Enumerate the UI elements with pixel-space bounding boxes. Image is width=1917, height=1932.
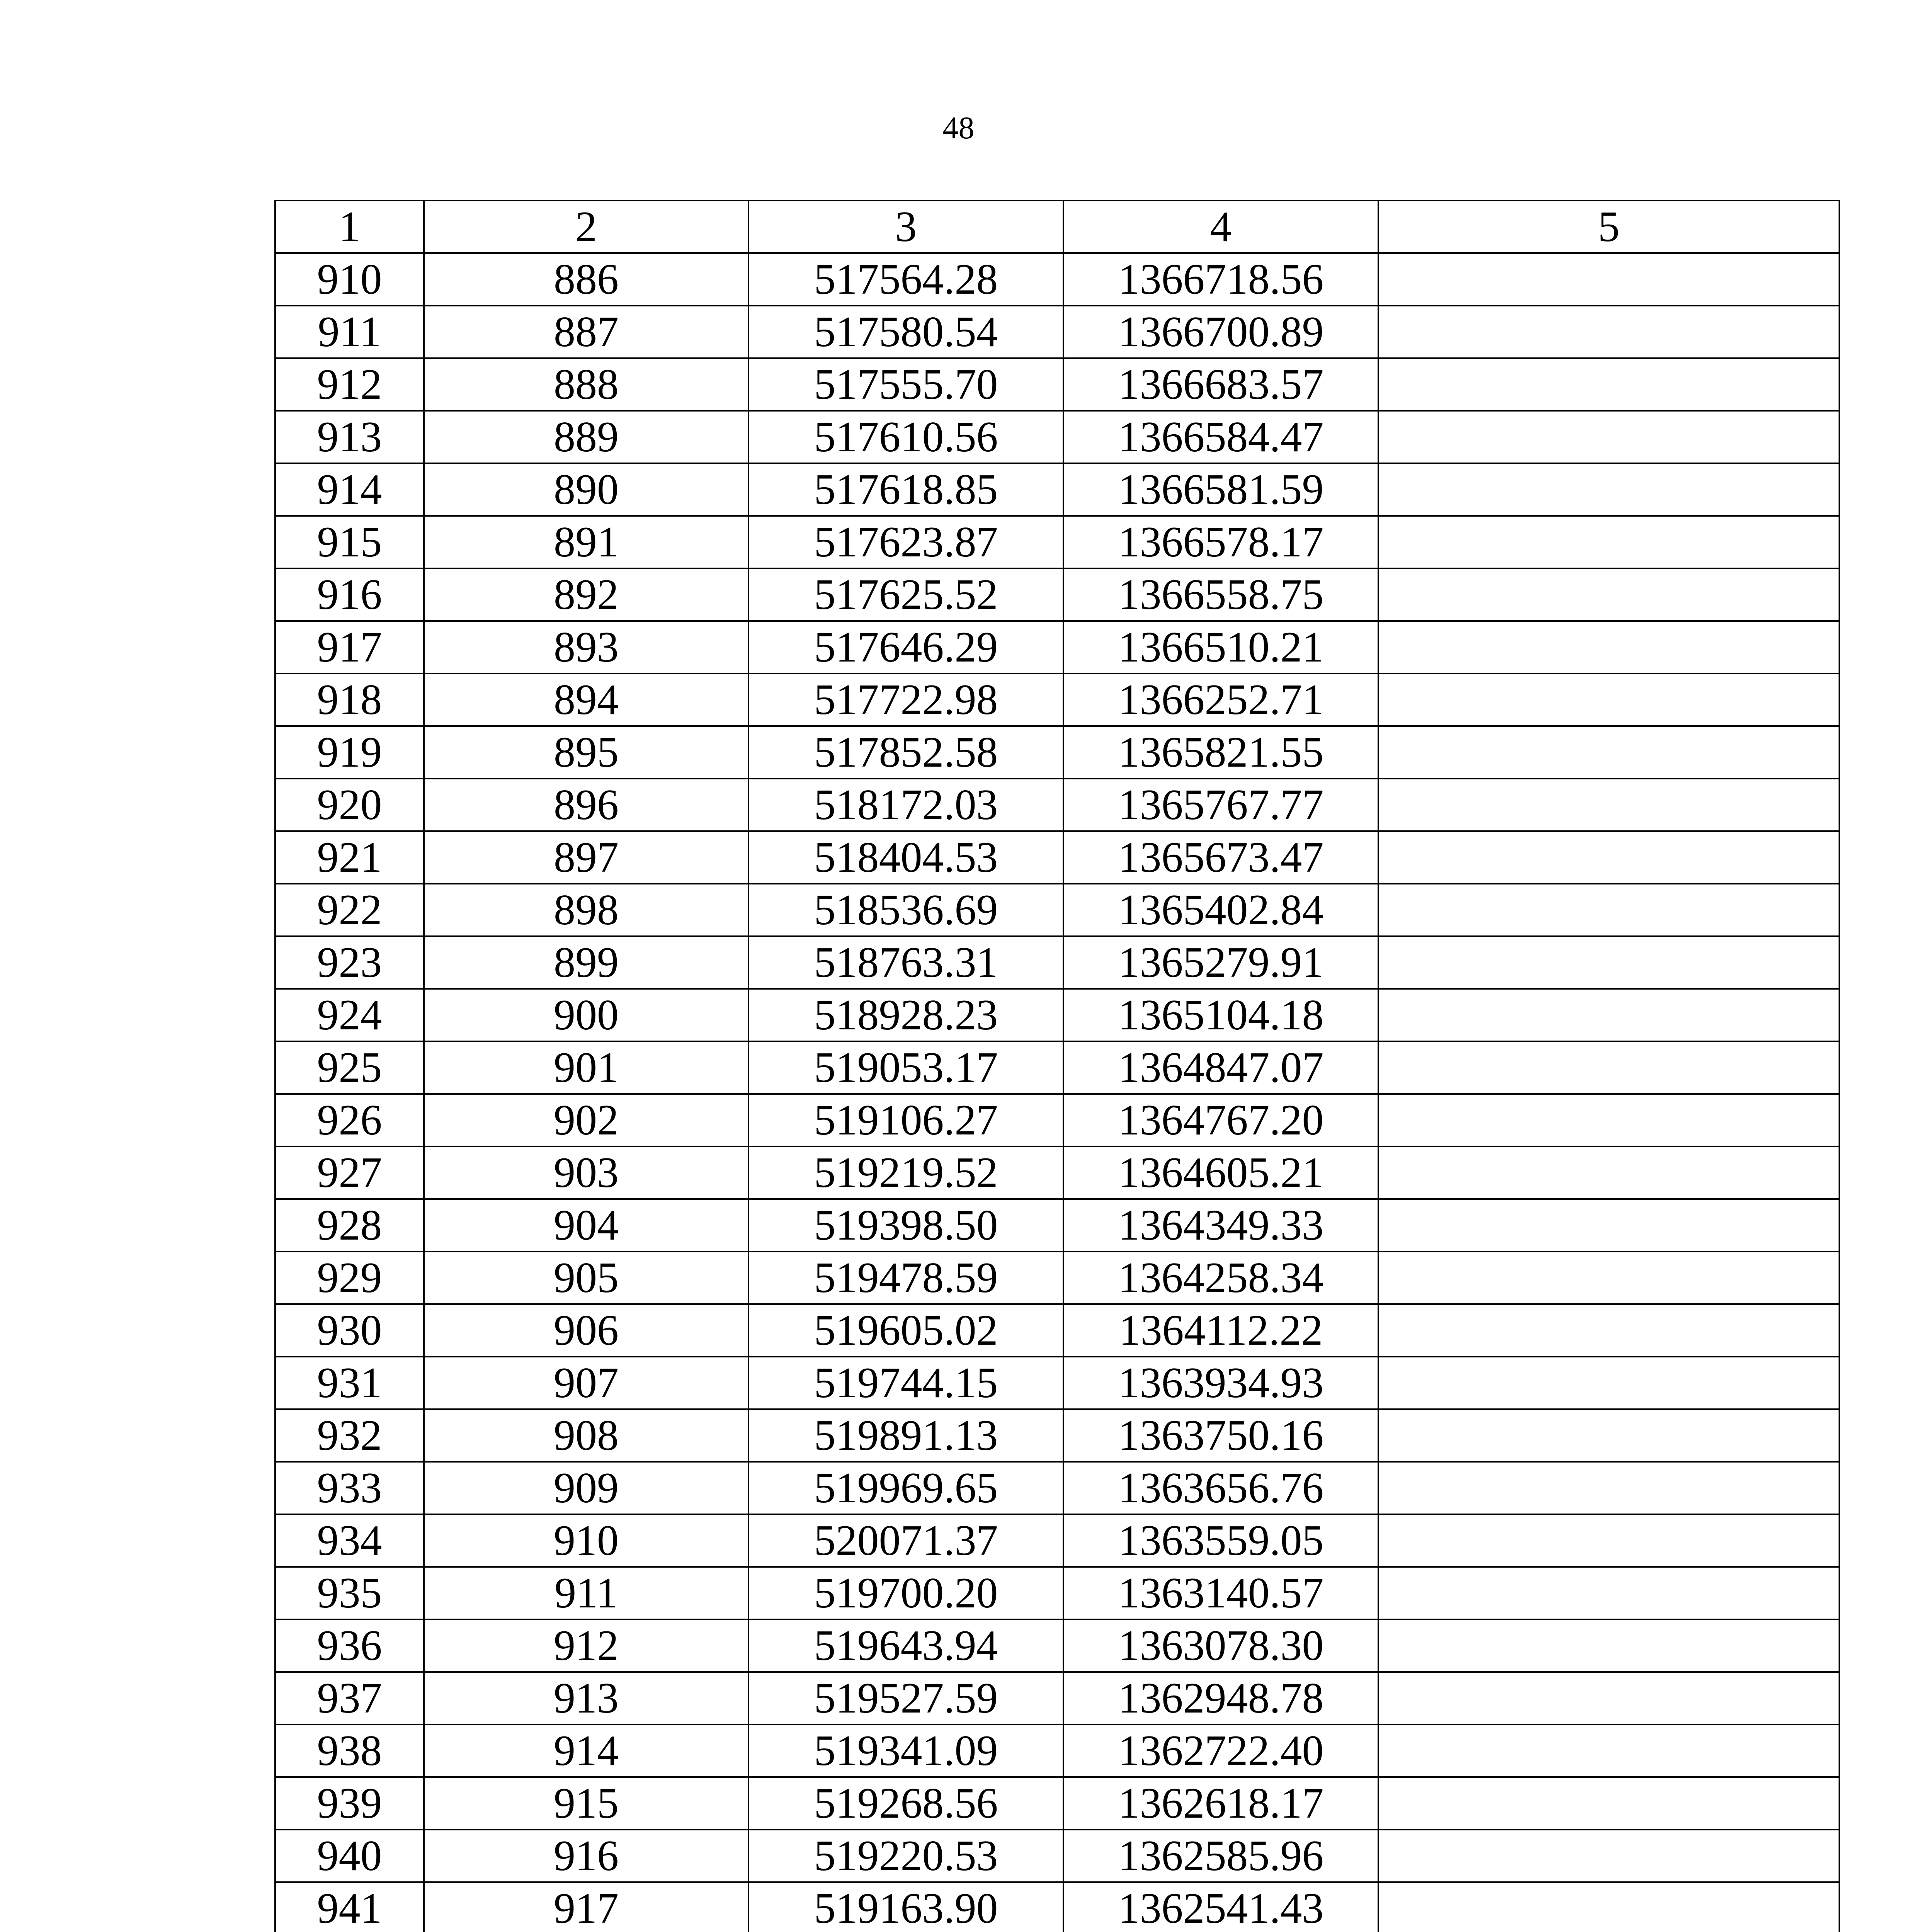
y-coordinate-cell: 1364767.20 [1063, 1094, 1378, 1146]
table-row [275, 1882, 1839, 1932]
point-id-cell: 886 [424, 253, 748, 306]
point-id-cell: 917 [424, 1882, 748, 1932]
x-coordinate-cell: 519398.50 [748, 1199, 1063, 1252]
point-number-cell: 927 [275, 1146, 424, 1199]
point-number-cell: 912 [275, 358, 424, 411]
table-row [275, 1041, 1839, 1094]
header-cell-2: 2 [424, 201, 748, 253]
point-id-cell: 898 [424, 884, 748, 936]
table-row [275, 463, 1839, 516]
point-number-cell: 917 [275, 621, 424, 673]
table-row [275, 1567, 1839, 1619]
x-coordinate-cell: 517618.85 [748, 463, 1063, 516]
table-row [275, 1146, 1839, 1199]
point-number-cell: 940 [275, 1830, 424, 1882]
x-coordinate-cell: 517580.54 [748, 306, 1063, 358]
point-number-cell: 924 [275, 989, 424, 1041]
point-id-cell: 913 [424, 1672, 748, 1725]
point-number-cell: 938 [275, 1725, 424, 1777]
y-coordinate-cell: 1366683.57 [1063, 358, 1378, 411]
header-cell-3: 3 [748, 201, 1063, 253]
description-cell [1378, 831, 1839, 884]
y-coordinate-cell: 1365104.18 [1063, 989, 1378, 1041]
point-number-cell: 916 [275, 568, 424, 621]
table-row [275, 673, 1839, 726]
description-cell [1378, 989, 1839, 1041]
description-cell [1378, 1409, 1839, 1462]
description-cell [1378, 1514, 1839, 1567]
table-row [275, 726, 1839, 779]
x-coordinate-cell: 519341.09 [748, 1725, 1063, 1777]
y-coordinate-cell: 1362585.96 [1063, 1830, 1378, 1882]
description-cell [1378, 1304, 1839, 1357]
table-row [275, 1094, 1839, 1146]
x-coordinate-cell: 519478.59 [748, 1252, 1063, 1304]
point-id-cell: 903 [424, 1146, 748, 1199]
point-id-cell: 894 [424, 673, 748, 726]
point-id-cell: 895 [424, 726, 748, 779]
point-id-cell: 892 [424, 568, 748, 621]
description-cell [1378, 1882, 1839, 1932]
header-cell-1: 1 [275, 201, 424, 253]
x-coordinate-cell: 519744.15 [748, 1357, 1063, 1409]
table-row [275, 411, 1839, 463]
point-id-cell: 897 [424, 831, 748, 884]
header-cell-4: 4 [1063, 201, 1378, 253]
table-row [275, 1777, 1839, 1830]
point-id-cell: 904 [424, 1199, 748, 1252]
y-coordinate-cell: 1364349.33 [1063, 1199, 1378, 1252]
description-cell [1378, 253, 1839, 306]
point-id-cell: 889 [424, 411, 748, 463]
y-coordinate-cell: 1362948.78 [1063, 1672, 1378, 1725]
point-id-cell: 914 [424, 1725, 748, 1777]
x-coordinate-cell: 519891.13 [748, 1409, 1063, 1462]
x-coordinate-cell: 517722.98 [748, 673, 1063, 726]
point-id-cell: 910 [424, 1514, 748, 1567]
x-coordinate-cell: 519219.52 [748, 1146, 1063, 1199]
point-number-cell: 925 [275, 1041, 424, 1094]
point-number-cell: 911 [275, 306, 424, 358]
point-id-cell: 916 [424, 1830, 748, 1882]
table-row [275, 1672, 1839, 1725]
y-coordinate-cell: 1366252.71 [1063, 673, 1378, 726]
description-cell [1378, 1567, 1839, 1619]
description-cell [1378, 358, 1839, 411]
y-coordinate-cell: 1366581.59 [1063, 463, 1378, 516]
y-coordinate-cell: 1364258.34 [1063, 1252, 1378, 1304]
x-coordinate-cell: 519106.27 [748, 1094, 1063, 1146]
point-id-cell: 902 [424, 1094, 748, 1146]
table-row [275, 1830, 1839, 1882]
point-id-cell: 888 [424, 358, 748, 411]
y-coordinate-cell: 1362722.40 [1063, 1725, 1378, 1777]
x-coordinate-cell: 519700.20 [748, 1567, 1063, 1619]
point-id-cell: 908 [424, 1409, 748, 1462]
table-row [275, 358, 1839, 411]
x-coordinate-cell: 519268.56 [748, 1777, 1063, 1830]
point-id-cell: 905 [424, 1252, 748, 1304]
description-cell [1378, 1146, 1839, 1199]
point-number-cell: 910 [275, 253, 424, 306]
point-number-cell: 939 [275, 1777, 424, 1830]
y-coordinate-cell: 1365767.77 [1063, 779, 1378, 831]
point-number-cell: 923 [275, 936, 424, 989]
y-coordinate-cell: 1365402.84 [1063, 884, 1378, 936]
y-coordinate-cell: 1365821.55 [1063, 726, 1378, 779]
description-cell [1378, 1725, 1839, 1777]
point-number-cell: 931 [275, 1357, 424, 1409]
point-number-cell: 941 [275, 1882, 424, 1932]
table-row [275, 1514, 1839, 1567]
table-row [275, 779, 1839, 831]
point-id-cell: 901 [424, 1041, 748, 1094]
point-number-cell: 922 [275, 884, 424, 936]
point-number-cell: 937 [275, 1672, 424, 1725]
table-row [275, 253, 1839, 306]
description-cell [1378, 568, 1839, 621]
point-number-cell: 918 [275, 673, 424, 726]
point-id-cell: 907 [424, 1357, 748, 1409]
x-coordinate-cell: 519163.90 [748, 1882, 1063, 1932]
header-cell-5: 5 [1378, 201, 1839, 253]
point-id-cell: 911 [424, 1567, 748, 1619]
x-coordinate-cell: 518536.69 [748, 884, 1063, 936]
table-row [275, 1725, 1839, 1777]
x-coordinate-cell: 518404.53 [748, 831, 1063, 884]
y-coordinate-cell: 1366584.47 [1063, 411, 1378, 463]
coordinates-table [274, 200, 1840, 1932]
point-id-cell: 912 [424, 1619, 748, 1672]
y-coordinate-cell: 1363656.76 [1063, 1462, 1378, 1514]
description-cell [1378, 1041, 1839, 1094]
x-coordinate-cell: 519605.02 [748, 1304, 1063, 1357]
table-row [275, 1252, 1839, 1304]
description-cell [1378, 673, 1839, 726]
table-row [275, 1409, 1839, 1462]
description-cell [1378, 1094, 1839, 1146]
description-cell [1378, 516, 1839, 568]
y-coordinate-cell: 1366718.56 [1063, 253, 1378, 306]
point-id-cell: 900 [424, 989, 748, 1041]
table-row [275, 1199, 1839, 1252]
description-cell [1378, 463, 1839, 516]
description-cell [1378, 1830, 1839, 1882]
description-cell [1378, 1777, 1839, 1830]
point-id-cell: 896 [424, 779, 748, 831]
point-number-cell: 929 [275, 1252, 424, 1304]
point-number-cell: 913 [275, 411, 424, 463]
y-coordinate-cell: 1365279.91 [1063, 936, 1378, 989]
x-coordinate-cell: 519527.59 [748, 1672, 1063, 1725]
x-coordinate-cell: 517610.56 [748, 411, 1063, 463]
point-id-cell: 893 [424, 621, 748, 673]
table-row [275, 1357, 1839, 1409]
y-coordinate-cell: 1363559.05 [1063, 1514, 1378, 1567]
point-number-cell: 919 [275, 726, 424, 779]
x-coordinate-cell: 517646.29 [748, 621, 1063, 673]
point-number-cell: 926 [275, 1094, 424, 1146]
point-number-cell: 930 [275, 1304, 424, 1357]
table-row [275, 1462, 1839, 1514]
table-header-row [275, 201, 1839, 253]
x-coordinate-cell: 519969.65 [748, 1462, 1063, 1514]
x-coordinate-cell: 520071.37 [748, 1514, 1063, 1567]
description-cell [1378, 1462, 1839, 1514]
description-cell [1378, 779, 1839, 831]
point-number-cell: 934 [275, 1514, 424, 1567]
description-cell [1378, 1672, 1839, 1725]
coordinates-table-body [275, 201, 1839, 1932]
description-cell [1378, 936, 1839, 989]
point-number-cell: 914 [275, 463, 424, 516]
description-cell [1378, 1357, 1839, 1409]
point-id-cell: 906 [424, 1304, 748, 1357]
description-cell [1378, 306, 1839, 358]
y-coordinate-cell: 1363078.30 [1063, 1619, 1378, 1672]
table-row [275, 568, 1839, 621]
point-number-cell: 936 [275, 1619, 424, 1672]
y-coordinate-cell: 1366510.21 [1063, 621, 1378, 673]
x-coordinate-cell: 517623.87 [748, 516, 1063, 568]
page-number: 48 [942, 110, 975, 145]
y-coordinate-cell: 1364605.21 [1063, 1146, 1378, 1199]
point-id-cell: 891 [424, 516, 748, 568]
point-id-cell: 909 [424, 1462, 748, 1514]
point-number-cell: 933 [275, 1462, 424, 1514]
y-coordinate-cell: 1366578.17 [1063, 516, 1378, 568]
y-coordinate-cell: 1366700.89 [1063, 306, 1378, 358]
description-cell [1378, 1252, 1839, 1304]
y-coordinate-cell: 1366558.75 [1063, 568, 1378, 621]
x-coordinate-cell: 519220.53 [748, 1830, 1063, 1882]
point-number-cell: 928 [275, 1199, 424, 1252]
x-coordinate-cell: 518172.03 [748, 779, 1063, 831]
table-row [275, 936, 1839, 989]
table-row [275, 989, 1839, 1041]
point-id-cell: 915 [424, 1777, 748, 1830]
table-row [275, 621, 1839, 673]
y-coordinate-cell: 1364112.22 [1063, 1304, 1378, 1357]
point-number-cell: 932 [275, 1409, 424, 1462]
point-number-cell: 935 [275, 1567, 424, 1619]
y-coordinate-cell: 1363140.57 [1063, 1567, 1378, 1619]
point-number-cell: 915 [275, 516, 424, 568]
x-coordinate-cell: 517625.52 [748, 568, 1063, 621]
y-coordinate-cell: 1362541.43 [1063, 1882, 1378, 1932]
point-id-cell: 899 [424, 936, 748, 989]
table-row [275, 884, 1839, 936]
x-coordinate-cell: 517564.28 [748, 253, 1063, 306]
description-cell [1378, 1619, 1839, 1672]
x-coordinate-cell: 518928.23 [748, 989, 1063, 1041]
y-coordinate-cell: 1363750.16 [1063, 1409, 1378, 1462]
point-id-cell: 890 [424, 463, 748, 516]
description-cell [1378, 411, 1839, 463]
x-coordinate-cell: 519643.94 [748, 1619, 1063, 1672]
x-coordinate-cell: 517555.70 [748, 358, 1063, 411]
table-row [275, 1619, 1839, 1672]
description-cell [1378, 884, 1839, 936]
point-number-cell: 920 [275, 779, 424, 831]
y-coordinate-cell: 1364847.07 [1063, 1041, 1378, 1094]
description-cell [1378, 726, 1839, 779]
point-number-cell: 921 [275, 831, 424, 884]
description-cell [1378, 1199, 1839, 1252]
x-coordinate-cell: 519053.17 [748, 1041, 1063, 1094]
table-row [275, 306, 1839, 358]
y-coordinate-cell: 1365673.47 [1063, 831, 1378, 884]
point-id-cell: 887 [424, 306, 748, 358]
table-row [275, 516, 1839, 568]
table-row [275, 831, 1839, 884]
y-coordinate-cell: 1363934.93 [1063, 1357, 1378, 1409]
description-cell [1378, 621, 1839, 673]
table-row [275, 1304, 1839, 1357]
x-coordinate-cell: 518763.31 [748, 936, 1063, 989]
y-coordinate-cell: 1362618.17 [1063, 1777, 1378, 1830]
x-coordinate-cell: 517852.58 [748, 726, 1063, 779]
